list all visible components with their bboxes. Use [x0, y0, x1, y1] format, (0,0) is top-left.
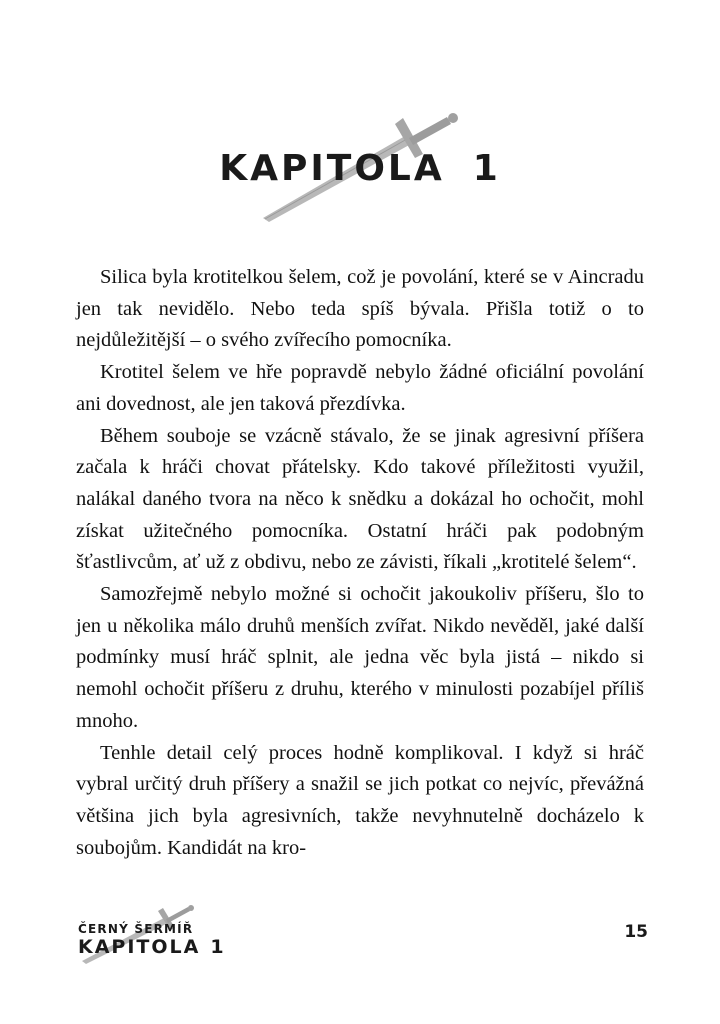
chapter-number: 1 — [472, 148, 501, 189]
chapter-title-label: KAPITOLA — [219, 148, 445, 189]
footer-chapter-number: 1 — [210, 936, 226, 958]
footer-book-title: ČERNÝ ŠERMÍŘ — [78, 922, 194, 936]
paragraph: Krotitel šelem ve hře popravdě nebylo žádné oficiální povolání ani dovednost, ale jen taková přezdívka. — [76, 361, 644, 415]
paragraph: Silica byla krotitelkou šelem, což je povolání, které se v Aincradu jen tak nevidělo. Nebo teda spíš bývala. Přišla totiž o to nejdůležitější – o svého zvířecího pomocníka. — [76, 266, 644, 352]
paragraph: Tenhle detail celý proces hodně komplikoval. I když si hráč vybral určitý druh příšery a snažil se jich potkat co nejvíc, převážná většina jich byla agresivních, takže nevyhnutelně docházelo k soubojům. Kandidát na kro- — [76, 741, 644, 859]
footer-chapter-label: KAPITOLA — [78, 936, 201, 958]
chapter-body — [76, 262, 644, 864]
footer-chapter — [78, 936, 226, 958]
paragraph: Během souboje se vzácně stávalo, že se jinak agresivní příšera začala k hráči chovat přátelsky. Kdo takové příležitosti využil, nalákal daného tvora na něco k snědku a dokázal ho ochočit, mohl získat užitečného pomocníka. Ostatní hráči pak podobným šťastlivcům, ať už z obdivu, nebo ze závisti, říkali „krotitelé šelem“. — [76, 424, 644, 574]
paragraph: Samozřejmě nebylo možné si ochočit jakoukoliv příšeru, šlo to jen u několika málo druhů menších zvířat. Nikdo nevěděl, jaké další podmínky musí hráč splnit, ale jedna věc byla jistá – nikdo si nemohl ochočit příšeru z druhu, kterého v minulosti pozabíjel příliš mnoho. — [76, 583, 644, 732]
chapter-title — [0, 148, 720, 189]
page-number: 15 — [624, 922, 648, 942]
